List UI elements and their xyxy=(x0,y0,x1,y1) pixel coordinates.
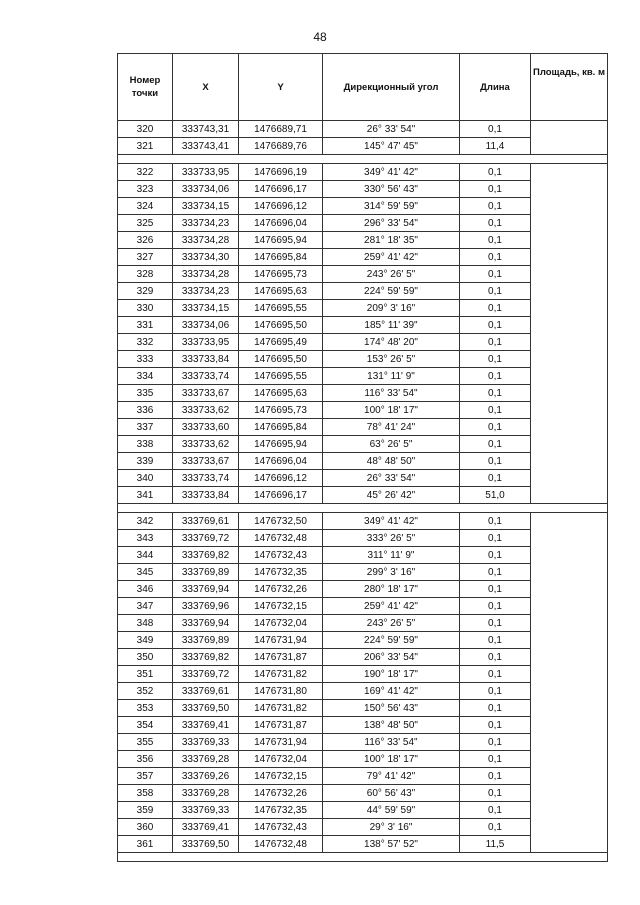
cell-length: 0,1 xyxy=(460,785,531,802)
header-length: Длина xyxy=(460,54,531,121)
cell-x: 333769,28 xyxy=(173,751,239,768)
cell-y: 1476731,94 xyxy=(239,734,323,751)
cell-angle: 78° 41' 24" xyxy=(323,419,460,436)
header-x: X xyxy=(173,54,239,121)
cell-point: 339 xyxy=(118,453,173,470)
cell-angle: 138° 57' 52" xyxy=(323,836,460,853)
cell-length: 0,1 xyxy=(460,368,531,385)
cell-angle: 259° 41' 42" xyxy=(323,598,460,615)
cell-angle: 131° 11' 9" xyxy=(323,368,460,385)
cell-x: 333733,67 xyxy=(173,453,239,470)
cell-y: 1476732,15 xyxy=(239,598,323,615)
cell-y: 1476731,82 xyxy=(239,666,323,683)
footer-cell xyxy=(323,853,460,862)
cell-length: 0,1 xyxy=(460,632,531,649)
cell-x: 333769,33 xyxy=(173,734,239,751)
cell-point: 349 xyxy=(118,632,173,649)
cell-point: 337 xyxy=(118,419,173,436)
cell-y: 1476696,17 xyxy=(239,487,323,504)
separator-cell xyxy=(460,504,531,513)
cell-point: 328 xyxy=(118,266,173,283)
cell-point: 341 xyxy=(118,487,173,504)
cell-angle: 243° 26' 5" xyxy=(323,615,460,632)
cell-point: 342 xyxy=(118,513,173,530)
cell-point: 324 xyxy=(118,198,173,215)
cell-length: 0,1 xyxy=(460,215,531,232)
cell-length: 0,1 xyxy=(460,334,531,351)
cell-point: 325 xyxy=(118,215,173,232)
cell-x: 333769,26 xyxy=(173,768,239,785)
cell-x: 333734,23 xyxy=(173,215,239,232)
cell-length: 0,1 xyxy=(460,802,531,819)
cell-length: 0,1 xyxy=(460,768,531,785)
cell-y: 1476732,26 xyxy=(239,581,323,598)
cell-x: 333733,84 xyxy=(173,487,239,504)
cell-length: 0,1 xyxy=(460,419,531,436)
cell-point: 348 xyxy=(118,615,173,632)
cell-angle: 79° 41' 42" xyxy=(323,768,460,785)
cell-angle: 169° 41' 42" xyxy=(323,683,460,700)
cell-length: 0,1 xyxy=(460,266,531,283)
cell-point: 345 xyxy=(118,564,173,581)
cell-length: 0,1 xyxy=(460,598,531,615)
cell-point: 323 xyxy=(118,181,173,198)
cell-y: 1476695,49 xyxy=(239,334,323,351)
cell-point: 330 xyxy=(118,300,173,317)
coordinates-table xyxy=(117,53,608,862)
cell-point: 356 xyxy=(118,751,173,768)
group-separator xyxy=(118,504,608,513)
cell-length: 0,1 xyxy=(460,351,531,368)
cell-y: 1476696,04 xyxy=(239,453,323,470)
separator-cell xyxy=(239,155,323,164)
cell-angle: 185° 11' 39" xyxy=(323,317,460,334)
cell-y: 1476732,43 xyxy=(239,819,323,836)
table-row xyxy=(118,164,608,181)
table-row xyxy=(118,121,608,138)
cell-angle: 48° 48' 50" xyxy=(323,453,460,470)
cell-y: 1476696,12 xyxy=(239,198,323,215)
cell-y: 1476732,48 xyxy=(239,530,323,547)
cell-angle: 206° 33' 54" xyxy=(323,649,460,666)
cell-y: 1476696,12 xyxy=(239,470,323,487)
cell-point: 346 xyxy=(118,581,173,598)
cell-y: 1476695,73 xyxy=(239,266,323,283)
footer-cell xyxy=(239,853,323,862)
cell-angle: 100° 18' 17" xyxy=(323,402,460,419)
cell-point: 358 xyxy=(118,785,173,802)
cell-angle: 60° 56' 43" xyxy=(323,785,460,802)
page-number: 48 xyxy=(313,30,327,44)
cell-angle: 29° 3' 16" xyxy=(323,819,460,836)
cell-angle: 138° 48' 50" xyxy=(323,717,460,734)
cell-y: 1476695,73 xyxy=(239,402,323,419)
cell-x: 333769,82 xyxy=(173,547,239,564)
cell-angle: 299° 3' 16" xyxy=(323,564,460,581)
cell-angle: 330° 56' 43" xyxy=(323,181,460,198)
cell-x: 333734,15 xyxy=(173,300,239,317)
cell-point: 361 xyxy=(118,836,173,853)
cell-y: 1476695,63 xyxy=(239,283,323,300)
cell-length: 0,1 xyxy=(460,198,531,215)
cell-point: 335 xyxy=(118,385,173,402)
cell-y: 1476695,94 xyxy=(239,436,323,453)
cell-angle: 26° 33' 54" xyxy=(323,470,460,487)
group-separator xyxy=(118,155,608,164)
cell-length: 0,1 xyxy=(460,547,531,564)
cell-point: 350 xyxy=(118,649,173,666)
cell-x: 333769,94 xyxy=(173,581,239,598)
cell-angle: 153° 26' 5" xyxy=(323,351,460,368)
cell-y: 1476732,04 xyxy=(239,751,323,768)
cell-point: 322 xyxy=(118,164,173,181)
cell-y: 1476731,94 xyxy=(239,632,323,649)
cell-length: 0,1 xyxy=(460,453,531,470)
cell-x: 333734,28 xyxy=(173,232,239,249)
cell-length: 0,1 xyxy=(460,530,531,547)
cell-x: 333769,96 xyxy=(173,598,239,615)
cell-x: 333769,94 xyxy=(173,615,239,632)
cell-x: 333769,33 xyxy=(173,802,239,819)
cell-length: 0,1 xyxy=(460,700,531,717)
cell-length: 0,1 xyxy=(460,513,531,530)
header-y: Y xyxy=(239,54,323,121)
cell-length: 0,1 xyxy=(460,581,531,598)
cell-length: 0,1 xyxy=(460,649,531,666)
cell-point: 326 xyxy=(118,232,173,249)
separator-cell xyxy=(173,155,239,164)
cell-y: 1476732,15 xyxy=(239,768,323,785)
cell-angle: 116° 33' 54" xyxy=(323,734,460,751)
cell-y: 1476732,43 xyxy=(239,547,323,564)
cell-angle: 45° 26' 42" xyxy=(323,487,460,504)
cell-x: 333733,84 xyxy=(173,351,239,368)
cell-length: 0,1 xyxy=(460,734,531,751)
cell-x: 333734,28 xyxy=(173,266,239,283)
table-header-row xyxy=(118,54,608,121)
cell-x: 333769,72 xyxy=(173,666,239,683)
cell-point: 347 xyxy=(118,598,173,615)
cell-x: 333769,28 xyxy=(173,785,239,802)
cell-length: 0,1 xyxy=(460,300,531,317)
cell-y: 1476695,50 xyxy=(239,317,323,334)
cell-y: 1476695,55 xyxy=(239,368,323,385)
cell-angle: 145° 47' 45" xyxy=(323,138,460,155)
cell-x: 333769,50 xyxy=(173,836,239,853)
cell-x: 333733,95 xyxy=(173,164,239,181)
cell-angle: 150° 56' 43" xyxy=(323,700,460,717)
cell-y: 1476695,94 xyxy=(239,232,323,249)
footer-cell xyxy=(118,853,173,862)
table-body xyxy=(118,121,608,862)
separator-cell xyxy=(118,504,173,513)
cell-angle: 311° 11' 9" xyxy=(323,547,460,564)
cell-length: 0,1 xyxy=(460,666,531,683)
cell-x: 333769,50 xyxy=(173,700,239,717)
cell-point: 321 xyxy=(118,138,173,155)
cell-length: 0,1 xyxy=(460,402,531,419)
cell-y: 1476731,87 xyxy=(239,649,323,666)
cell-length: 0,1 xyxy=(460,249,531,266)
cell-x: 333769,72 xyxy=(173,530,239,547)
cell-point: 352 xyxy=(118,683,173,700)
cell-length: 0,1 xyxy=(460,181,531,198)
cell-angle: 63° 26' 5" xyxy=(323,436,460,453)
footer-cell xyxy=(173,853,239,862)
separator-cell xyxy=(460,155,531,164)
cell-y: 1476731,87 xyxy=(239,717,323,734)
cell-length: 0,1 xyxy=(460,436,531,453)
cell-angle: 44° 59' 59" xyxy=(323,802,460,819)
cell-x: 333733,74 xyxy=(173,470,239,487)
cell-angle: 116° 33' 54" xyxy=(323,385,460,402)
cell-angle: 259° 41' 42" xyxy=(323,249,460,266)
cell-point: 355 xyxy=(118,734,173,751)
cell-point: 334 xyxy=(118,368,173,385)
cell-y: 1476732,35 xyxy=(239,802,323,819)
cell-length: 11,5 xyxy=(460,836,531,853)
cell-x: 333769,41 xyxy=(173,819,239,836)
cell-y: 1476689,71 xyxy=(239,121,323,138)
cell-y: 1476696,04 xyxy=(239,215,323,232)
cell-angle: 224° 59' 59" xyxy=(323,632,460,649)
cell-length: 0,1 xyxy=(460,385,531,402)
cell-y: 1476689,76 xyxy=(239,138,323,155)
cell-point: 320 xyxy=(118,121,173,138)
cell-point: 336 xyxy=(118,402,173,419)
cell-y: 1476732,26 xyxy=(239,785,323,802)
cell-x: 333734,30 xyxy=(173,249,239,266)
cell-y: 1476732,35 xyxy=(239,564,323,581)
table-row xyxy=(118,513,608,530)
cell-x: 333769,41 xyxy=(173,717,239,734)
cell-point: 351 xyxy=(118,666,173,683)
cell-x: 333769,89 xyxy=(173,564,239,581)
cell-length: 11,4 xyxy=(460,138,531,155)
header-point: Номер точки xyxy=(118,54,173,121)
separator-cell xyxy=(118,155,173,164)
cell-angle: 281° 18' 35" xyxy=(323,232,460,249)
cell-angle: 243° 26' 5" xyxy=(323,266,460,283)
separator-cell xyxy=(531,504,608,513)
cell-angle: 349° 41' 42" xyxy=(323,513,460,530)
cell-angle: 349° 41' 42" xyxy=(323,164,460,181)
cell-point: 359 xyxy=(118,802,173,819)
cell-x: 333734,06 xyxy=(173,317,239,334)
cell-x: 333743,41 xyxy=(173,138,239,155)
cell-angle: 100° 18' 17" xyxy=(323,751,460,768)
cell-point: 344 xyxy=(118,547,173,564)
cell-x: 333769,61 xyxy=(173,513,239,530)
cell-point: 360 xyxy=(118,819,173,836)
cell-angle: 296° 33' 54" xyxy=(323,215,460,232)
cell-y: 1476732,04 xyxy=(239,615,323,632)
cell-point: 354 xyxy=(118,717,173,734)
cell-y: 1476732,48 xyxy=(239,836,323,853)
cell-x: 333769,89 xyxy=(173,632,239,649)
cell-length: 0,1 xyxy=(460,564,531,581)
cell-y: 1476695,63 xyxy=(239,385,323,402)
cell-x: 333733,74 xyxy=(173,368,239,385)
cell-point: 343 xyxy=(118,530,173,547)
cell-y: 1476695,55 xyxy=(239,300,323,317)
cell-y: 1476732,50 xyxy=(239,513,323,530)
cell-angle: 280° 18' 17" xyxy=(323,581,460,598)
cell-length: 0,1 xyxy=(460,283,531,300)
cell-y: 1476731,80 xyxy=(239,683,323,700)
cell-x: 333769,82 xyxy=(173,649,239,666)
separator-cell xyxy=(239,504,323,513)
cell-x: 333733,67 xyxy=(173,385,239,402)
cell-x: 333733,62 xyxy=(173,402,239,419)
cell-point: 340 xyxy=(118,470,173,487)
cell-point: 331 xyxy=(118,317,173,334)
cell-area xyxy=(531,513,608,853)
footer-cell xyxy=(460,853,531,862)
cell-x: 333733,95 xyxy=(173,334,239,351)
cell-point: 338 xyxy=(118,436,173,453)
separator-cell xyxy=(531,155,608,164)
cell-point: 329 xyxy=(118,283,173,300)
cell-length: 0,1 xyxy=(460,615,531,632)
cell-area xyxy=(531,164,608,504)
cell-length: 51,0 xyxy=(460,487,531,504)
cell-length: 0,1 xyxy=(460,121,531,138)
cell-length: 0,1 xyxy=(460,317,531,334)
cell-y: 1476696,19 xyxy=(239,164,323,181)
cell-length: 0,1 xyxy=(460,819,531,836)
cell-angle: 224° 59' 59" xyxy=(323,283,460,300)
cell-y: 1476695,84 xyxy=(239,419,323,436)
header-area: Площадь, кв. м xyxy=(531,54,608,121)
cell-x: 333769,61 xyxy=(173,683,239,700)
cell-length: 0,1 xyxy=(460,470,531,487)
cell-x: 333733,62 xyxy=(173,436,239,453)
separator-cell xyxy=(323,504,460,513)
cell-length: 0,1 xyxy=(460,164,531,181)
cell-y: 1476695,84 xyxy=(239,249,323,266)
separator-cell xyxy=(323,155,460,164)
cell-x: 333733,60 xyxy=(173,419,239,436)
cell-x: 333743,31 xyxy=(173,121,239,138)
separator-cell xyxy=(173,504,239,513)
cell-x: 333734,23 xyxy=(173,283,239,300)
cell-point: 327 xyxy=(118,249,173,266)
cell-angle: 314° 59' 59" xyxy=(323,198,460,215)
cell-x: 333734,15 xyxy=(173,198,239,215)
footer-cell xyxy=(531,853,608,862)
cell-angle: 209° 3' 16" xyxy=(323,300,460,317)
header-angle: Дирекционный угол xyxy=(323,54,460,121)
cell-area xyxy=(531,121,608,155)
cell-y: 1476696,17 xyxy=(239,181,323,198)
cell-point: 332 xyxy=(118,334,173,351)
cell-angle: 174° 48' 20" xyxy=(323,334,460,351)
cell-point: 333 xyxy=(118,351,173,368)
cell-y: 1476731,82 xyxy=(239,700,323,717)
cell-length: 0,1 xyxy=(460,751,531,768)
cell-y: 1476695,50 xyxy=(239,351,323,368)
cell-length: 0,1 xyxy=(460,683,531,700)
cell-angle: 190° 18' 17" xyxy=(323,666,460,683)
table-footer-row xyxy=(118,853,608,862)
cell-length: 0,1 xyxy=(460,232,531,249)
cell-angle: 26° 33' 54" xyxy=(323,121,460,138)
cell-angle: 333° 26' 5" xyxy=(323,530,460,547)
cell-point: 353 xyxy=(118,700,173,717)
cell-length: 0,1 xyxy=(460,717,531,734)
cell-point: 357 xyxy=(118,768,173,785)
cell-x: 333734,06 xyxy=(173,181,239,198)
